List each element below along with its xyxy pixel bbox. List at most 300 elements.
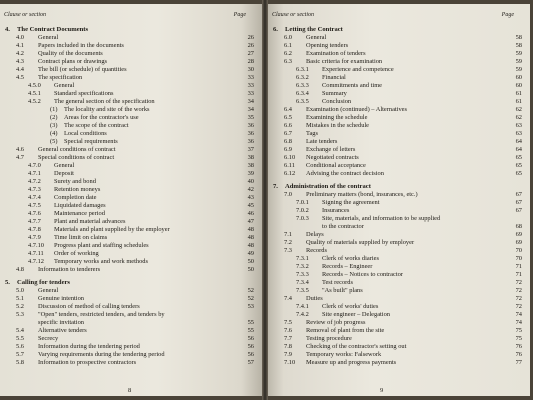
toc-body — [270, 26, 522, 367]
entry-title: Materials and plant supplied by the employer — [54, 226, 170, 233]
entry-number: 4.7.7 — [28, 218, 41, 225]
toc-entry — [270, 98, 522, 106]
toc-entry — [270, 303, 522, 311]
entry-number: 7.3.2 — [296, 263, 309, 270]
entry-number: 7.3 — [284, 247, 292, 254]
entry-title: Time limit on claims — [54, 234, 108, 241]
entry-title: Liquidated damages — [54, 202, 106, 209]
entry-number: 4.7.3 — [28, 186, 41, 193]
entry-page: 33 — [247, 82, 254, 89]
entry-title: Calling for tenders — [17, 279, 70, 286]
toc-entry — [270, 170, 522, 178]
entry-page: 71 — [515, 271, 522, 278]
entry-number: 6.2 — [284, 50, 292, 57]
entry-title: Examination (continued) – Alternatives — [306, 106, 407, 113]
entry-title: General conditions of contract — [38, 146, 116, 153]
entry-number: 4.7.0 — [28, 162, 41, 169]
entry-title: Review of job progress — [306, 319, 366, 326]
entry-title: Checking of the contractor's setting out — [306, 343, 407, 350]
entry-number: 4.0 — [16, 34, 24, 41]
entry-title: General — [38, 287, 59, 294]
entry-number: 6.1 — [284, 42, 292, 49]
entry-number: (3) — [50, 122, 58, 129]
entry-number: 5.6 — [16, 343, 24, 350]
entry-page: 72 — [515, 279, 522, 286]
entry-title: Administration of the contract — [285, 183, 371, 190]
entry-title: Removal of plant from the site — [306, 327, 385, 334]
page-number: 8 — [128, 387, 132, 394]
entry-number: 7.0 — [284, 191, 292, 198]
entry-title: Exchange of letters — [306, 146, 356, 153]
toc-entry — [2, 138, 254, 146]
entry-number: 7.3.5 — [296, 287, 309, 294]
entry-page: 67 — [515, 199, 522, 206]
entry-page: 49 — [247, 250, 254, 257]
entry-number: 5.2 — [16, 303, 24, 310]
toc-entry — [270, 343, 522, 351]
entry-page: 61 — [515, 90, 522, 97]
entry-number: 6.9 — [284, 146, 292, 153]
toc-entry — [2, 194, 254, 202]
entry-page: 56 — [247, 351, 254, 358]
entry-title: Areas for the contractor's use — [64, 114, 139, 121]
toc-entry — [270, 351, 522, 359]
entry-number: 4.7.9 — [28, 234, 41, 241]
entry-page: 76 — [515, 343, 522, 350]
entry-number: 6.5 — [284, 114, 292, 121]
entry-number: 4.4 — [16, 66, 24, 73]
entry-number: 7.8 — [284, 343, 292, 350]
entry-number: 6.3.4 — [296, 90, 309, 97]
toc-body — [2, 26, 254, 367]
entry-title: Alternative tenders — [38, 327, 87, 334]
entry-page: 65 — [515, 154, 522, 161]
entry-title: The bill (or schedule) of quantities — [38, 66, 127, 73]
entry-title: The specification — [38, 74, 83, 81]
entry-title: Information during the tendering period — [38, 343, 140, 350]
entry-title: Letting the Contract — [285, 26, 343, 33]
toc-entry — [2, 178, 254, 186]
entry-title: Completion date — [54, 194, 97, 201]
entry-title: Discussion of method of calling tenders — [38, 303, 140, 310]
toc-entry — [2, 154, 254, 162]
entry-number: 6. — [273, 26, 278, 33]
entry-title: General — [54, 82, 75, 89]
entry-page: 43 — [247, 194, 254, 201]
toc-entry — [2, 303, 254, 311]
entry-number: 5.3 — [16, 311, 24, 318]
entry-page: 60 — [515, 74, 522, 81]
entry-number: 7.4 — [284, 295, 292, 302]
toc-entry — [270, 66, 522, 74]
toc-entry — [270, 287, 522, 295]
entry-title: Temporary works and work methods — [54, 258, 148, 265]
entry-page: 63 — [515, 130, 522, 137]
entry-title: General — [54, 162, 75, 169]
entry-page: 34 — [247, 98, 254, 105]
entry-title: Mistakes in the schedule — [306, 122, 370, 129]
toc-entry — [270, 359, 522, 367]
entry-page: 55 — [247, 327, 254, 334]
entry-number: 4.1 — [16, 42, 24, 49]
toc-entry — [270, 90, 522, 98]
entry-title: The scope of the contract — [64, 122, 129, 129]
entry-title: Plant and material advances — [54, 218, 126, 225]
toc-entry — [270, 82, 522, 90]
entry-title: Preliminary matters (bond, insurances, etc.) — [306, 191, 418, 198]
entry-number: 4.3 — [16, 58, 24, 65]
toc-entry — [2, 202, 254, 210]
toc-entry — [2, 335, 254, 343]
entry-page: 62 — [515, 106, 522, 113]
entry-page: 30 — [247, 66, 254, 73]
entry-page: 36 — [247, 122, 254, 129]
toc-entry — [270, 122, 522, 130]
entry-number: 4.7.4 — [28, 194, 41, 201]
toc-entry — [270, 279, 522, 287]
right-page — [268, 4, 530, 396]
toc-entry — [2, 343, 254, 351]
entry-page: 55 — [247, 319, 254, 326]
entry-title: Conclusion — [322, 98, 352, 105]
entry-number: 4.5.2 — [28, 98, 41, 105]
toc-entry — [270, 34, 522, 42]
toc-entry — [2, 122, 254, 130]
entry-title: Opening tenders — [306, 42, 349, 49]
toc-entry — [2, 66, 254, 74]
toc-entry — [2, 295, 254, 303]
entry-number: 4.7.5 — [28, 202, 41, 209]
toc-entry — [2, 287, 254, 295]
entry-page: 65 — [515, 162, 522, 169]
entry-page: 38 — [247, 162, 254, 169]
toc-entry — [270, 295, 522, 303]
entry-page: 69 — [515, 239, 522, 246]
entry-page: 57 — [247, 359, 254, 366]
entry-title: Standard specifications — [54, 90, 114, 97]
entry-page: 46 — [247, 210, 254, 217]
entry-number: 4.6 — [16, 146, 24, 153]
toc-entry — [270, 335, 522, 343]
entry-title: Quality of materials supplied by employer — [306, 239, 415, 246]
toc-entry — [270, 223, 522, 231]
entry-number: 5.7 — [16, 351, 24, 358]
left-page — [0, 4, 262, 396]
entry-number: 7.0.3 — [296, 215, 309, 222]
toc-entry — [2, 130, 254, 138]
toc-entry — [270, 327, 522, 335]
entry-page: 61 — [515, 98, 522, 105]
toc-entry — [2, 114, 254, 122]
entry-page: 50 — [247, 266, 254, 273]
entry-title: Papers included in the documents — [38, 42, 124, 49]
entry-title: Examination of tenders — [306, 50, 366, 57]
entry-title: Contract plans or drawings — [38, 58, 108, 65]
toc-entry — [2, 42, 254, 50]
entry-number: 7.2 — [284, 239, 292, 246]
entry-number: 6.12 — [284, 170, 296, 177]
entry-title: Site, materials, and information to be supplied — [322, 215, 441, 222]
toc-entry — [2, 82, 254, 90]
entry-page: 70 — [515, 255, 522, 262]
entry-page: 67 — [515, 207, 522, 214]
entry-number: 6.10 — [284, 154, 296, 161]
entry-title: Tags — [306, 130, 318, 137]
toc-entry — [270, 207, 522, 215]
toc-entry — [2, 162, 254, 170]
toc-entry — [2, 186, 254, 194]
entry-title: Test records — [322, 279, 353, 286]
entry-page: 56 — [247, 343, 254, 350]
toc-entry — [2, 319, 254, 327]
entry-page: 74 — [515, 319, 522, 326]
entry-title: Site engineer – Delegation — [322, 311, 390, 318]
entry-number: 6.8 — [284, 138, 292, 145]
entry-title: Order of working — [54, 250, 99, 257]
toc-entry — [2, 106, 254, 114]
entry-number: 5. — [5, 279, 10, 286]
entry-page: 38 — [247, 154, 254, 161]
entry-page: 56 — [247, 335, 254, 342]
entry-title: Delays — [306, 231, 324, 238]
entry-page: 60 — [515, 82, 522, 89]
entry-title: Temporary works: Falsework — [306, 351, 382, 358]
toc-entry — [2, 250, 254, 258]
entry-title: Clerk of works diaries — [322, 255, 379, 262]
entry-page: 65 — [515, 170, 522, 177]
toc-entry — [270, 319, 522, 327]
entry-page: 74 — [515, 311, 522, 318]
entry-page: 76 — [515, 351, 522, 358]
entry-number: 7.3.4 — [296, 279, 309, 286]
entry-page: 26 — [247, 42, 254, 49]
entry-title: General — [38, 34, 59, 41]
entry-number: 7.3.3 — [296, 271, 309, 278]
toc-entry — [2, 98, 254, 106]
entry-number: 6.4 — [284, 106, 292, 113]
entry-number: 7.1 — [284, 231, 292, 238]
entry-page: 36 — [247, 138, 254, 145]
entry-title: "Open" tenders, restricted tenders, and tenders by — [38, 311, 165, 318]
toc-entry — [2, 266, 254, 274]
entry-title: Testing procedure — [306, 335, 352, 342]
entry-number: (1) — [50, 106, 58, 113]
entry-page: 40 — [247, 178, 254, 185]
entry-title: Deposit — [54, 170, 74, 177]
entry-number: 4.2 — [16, 50, 24, 57]
entry-number: 5.1 — [16, 295, 24, 302]
toc-entry — [270, 247, 522, 255]
toc-entry — [2, 34, 254, 42]
entry-number: 4.7 — [16, 154, 24, 161]
entry-number: 7. — [273, 183, 278, 190]
toc-entry — [270, 231, 522, 239]
entry-page: 68 — [515, 223, 522, 230]
entry-number: 5.4 — [16, 327, 24, 334]
entry-number: (2) — [50, 114, 58, 121]
section-heading — [270, 183, 522, 191]
entry-number: 6.3.1 — [296, 66, 309, 73]
entry-title: Experience and competence — [322, 66, 394, 73]
entry-number: 4.7.10 — [28, 242, 44, 249]
entry-page: 59 — [515, 50, 522, 57]
toc-entry — [2, 210, 254, 218]
entry-page: 36 — [247, 130, 254, 137]
toc-entry — [2, 50, 254, 58]
entry-title: Late tenders — [306, 138, 338, 145]
clause-header: Clause or section — [272, 12, 314, 18]
entry-title: Duties — [306, 295, 323, 302]
entry-title: Basic criteria for examination — [306, 58, 383, 65]
entry-title: Conditional acceptance — [306, 162, 366, 169]
entry-number: 7.0.1 — [296, 199, 309, 206]
entry-number: 6.0 — [284, 34, 292, 41]
entry-title: Insurances — [322, 207, 350, 214]
entry-title: Progress plant and staffing schedules — [54, 242, 149, 249]
entry-page: 58 — [515, 42, 522, 49]
toc-entry — [2, 359, 254, 367]
section-heading — [270, 26, 522, 34]
entry-title: Information to tenderers — [38, 266, 101, 273]
entry-number: 6.3.3 — [296, 82, 309, 89]
toc-entry — [270, 114, 522, 122]
entry-number: 7.9 — [284, 351, 292, 358]
entry-page: 59 — [515, 66, 522, 73]
entry-number: 7.6 — [284, 327, 292, 334]
entry-title: Information to prospective contractors — [38, 359, 137, 366]
entry-title: Summary — [322, 90, 347, 97]
entry-number: 4.7.1 — [28, 170, 41, 177]
toc-entry — [2, 351, 254, 359]
toc-entry — [270, 191, 522, 199]
entry-number: 4.7.11 — [28, 250, 44, 257]
entry-page: 33 — [247, 90, 254, 97]
entry-title: specific invitation — [38, 319, 84, 326]
entry-title: Records — [306, 247, 327, 254]
section-heading — [2, 26, 254, 34]
toc-entry — [270, 146, 522, 154]
entry-title: Clerk of works' duties — [322, 303, 379, 310]
entry-title: The general section of the specification — [54, 98, 155, 105]
toc-entry — [270, 130, 522, 138]
toc-entry — [270, 271, 522, 279]
entry-page: 52 — [247, 287, 254, 294]
toc-entry — [270, 255, 522, 263]
toc-entry — [270, 162, 522, 170]
entry-page: 64 — [515, 146, 522, 153]
entry-page: 50 — [247, 258, 254, 265]
toc-entry — [2, 327, 254, 335]
entry-number: 4.5 — [16, 74, 24, 81]
entry-page: 48 — [247, 234, 254, 241]
entry-page: 37 — [247, 146, 254, 153]
section-heading — [2, 279, 254, 287]
entry-title: Maintenance period — [54, 210, 105, 217]
entry-number: (4) — [50, 130, 58, 137]
entry-number: 4.7.8 — [28, 226, 41, 233]
entry-number: 4. — [5, 26, 10, 33]
entry-title: Special requirements — [64, 138, 118, 145]
entry-page: 75 — [515, 327, 522, 334]
entry-number: 5.5 — [16, 335, 24, 342]
entry-number: 7.7 — [284, 335, 292, 342]
entry-title: Quality of the documents — [38, 50, 103, 57]
entry-title: Measure up and progress payments — [306, 359, 397, 366]
entry-number: 7.0.2 — [296, 207, 309, 214]
entry-number: (5) — [50, 138, 58, 145]
entry-title: to the contractor — [322, 223, 364, 230]
entry-page: 48 — [247, 226, 254, 233]
entry-title: General — [306, 34, 327, 41]
entry-number: 4.7.6 — [28, 210, 41, 217]
entry-title: The Contract Documents — [17, 26, 89, 33]
entry-title: Varying requirements during the tendering period — [38, 351, 165, 358]
entry-page: 53 — [247, 303, 254, 310]
toc-entry — [270, 50, 522, 58]
entry-number: 4.8 — [16, 266, 24, 273]
entry-page: 75 — [515, 335, 522, 342]
entry-page: 42 — [247, 186, 254, 193]
entry-page: 27 — [247, 50, 254, 57]
entry-number: 7.4.2 — [296, 311, 309, 318]
entry-title: Retention moneys — [54, 186, 101, 193]
entry-page: 58 — [515, 34, 522, 41]
entry-page: 72 — [515, 295, 522, 302]
entry-number: 6.3.5 — [296, 98, 309, 105]
entry-number: 6.3 — [284, 58, 292, 65]
entry-page: 47 — [247, 218, 254, 225]
toc-entry — [2, 242, 254, 250]
toc-entry — [2, 258, 254, 266]
entry-number: 4.7.2 — [28, 178, 41, 185]
page-number: 9 — [380, 387, 384, 394]
entry-number: 6.7 — [284, 130, 292, 137]
entry-title: Advising the contract decision — [306, 170, 384, 177]
entry-page: 64 — [515, 138, 522, 145]
entry-title: Records – Notices to contractor — [322, 271, 403, 278]
toc-entry — [270, 154, 522, 162]
entry-page: 34 — [247, 106, 254, 113]
entry-title: Financial — [322, 74, 346, 81]
toc-entry — [2, 74, 254, 82]
entry-title: Genuine intention — [38, 295, 84, 302]
toc-entry — [2, 170, 254, 178]
entry-page: 72 — [515, 287, 522, 294]
toc-entry — [2, 146, 254, 154]
toc-entry — [270, 58, 522, 66]
entry-number: 4.5.0 — [28, 82, 41, 89]
entry-number: 5.0 — [16, 287, 24, 294]
entry-page: 72 — [515, 303, 522, 310]
page-header: Page — [501, 12, 514, 18]
toc-entry — [2, 311, 254, 319]
entry-page: 62 — [515, 114, 522, 121]
entry-number: 6.6 — [284, 122, 292, 129]
entry-page: 71 — [515, 263, 522, 270]
toc-entry — [270, 215, 522, 223]
entry-number: 7.10 — [284, 359, 296, 366]
entry-page: 48 — [247, 242, 254, 249]
entry-number: 5.8 — [16, 359, 24, 366]
entry-number: 4.5.1 — [28, 90, 41, 97]
toc-entry — [270, 42, 522, 50]
toc-entry — [2, 226, 254, 234]
entry-page: 69 — [515, 231, 522, 238]
entry-number: 6.11 — [284, 162, 295, 169]
entry-title: Negotiated contracts — [306, 154, 359, 161]
toc-entry — [270, 239, 522, 247]
toc-entry — [270, 106, 522, 114]
